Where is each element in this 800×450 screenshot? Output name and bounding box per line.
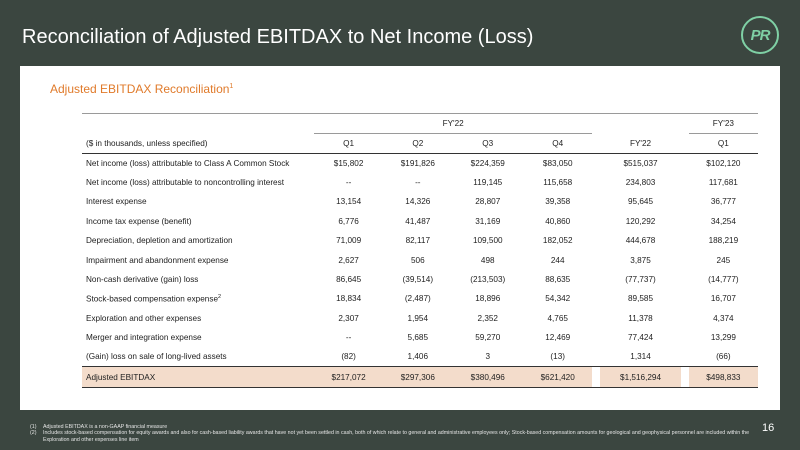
table-cell: 188,219: [708, 236, 739, 246]
group-header-fy22: FY'22: [314, 114, 592, 134]
table-cell: $191,826: [400, 158, 435, 168]
table-row: [82, 154, 758, 173]
table-cell: 14,326: [405, 197, 431, 207]
table-cell: 89,585: [628, 294, 654, 304]
column-gap: [681, 192, 689, 211]
table-cell: 41,487: [405, 216, 431, 226]
table-cell: 16,707: [710, 294, 736, 304]
column-gap: [592, 192, 600, 211]
table-row: [82, 328, 758, 347]
column-gap: [592, 289, 600, 308]
column-gap: [592, 270, 600, 289]
table-cell: (82): [341, 352, 356, 362]
unit-label: ($ in thousands, unless specified): [82, 134, 314, 154]
table-column-header: [82, 134, 758, 154]
column-gap: [681, 328, 689, 347]
table-cell: 1,954: [407, 313, 429, 323]
table-cell: 498: [480, 255, 495, 265]
table-cell: 34,254: [710, 216, 736, 226]
table-row: [82, 192, 758, 211]
page-title: Reconciliation of Adjusted EBITDAX to Net Income (Loss): [22, 26, 534, 48]
column-gap: [592, 173, 600, 192]
table-cell: 3: [485, 352, 491, 362]
page-number: 16: [762, 422, 775, 434]
table-cell: $102,120: [706, 158, 741, 168]
column-gap: [681, 114, 689, 134]
table-cell: 182,052: [542, 236, 573, 246]
table-cell: 71,009: [336, 236, 362, 246]
row-label: [82, 328, 314, 347]
company-logo: [741, 16, 779, 54]
row-label: [82, 367, 314, 388]
frame-left: [0, 66, 20, 410]
reconciliation-table: [82, 113, 758, 388]
col-header-fy22: FY'22: [600, 134, 680, 154]
footnote-text: Includes stock-based compensation for equity awards and also for cash-based liability awards that have not yet been settled in cash, both of which relate to general and administrative employees only; Stock-based compensation amounts for geological and geophysical personnel are included within the Exploration and other expenses line item: [43, 430, 750, 443]
column-gap: [681, 173, 689, 192]
table-cell: 6,776: [338, 216, 359, 226]
table-cell: 12,469: [545, 333, 571, 343]
row-label: [82, 250, 314, 269]
table-cell: (213,503): [470, 275, 506, 285]
column-gap: [592, 134, 600, 154]
col-header-q2: Q2: [383, 134, 452, 154]
table-cell: 1,314: [630, 352, 651, 362]
footnote-text: Adjusted EBITDAX is a non-GAAP financial measure: [43, 424, 168, 430]
total-row: [82, 367, 758, 388]
table-row: [82, 270, 758, 289]
row-label: [82, 212, 314, 231]
table-cell: 2,352: [477, 313, 498, 323]
table-cell: 13,299: [710, 333, 736, 343]
table-cell: 13,154: [336, 197, 362, 207]
col-header-fy23-q1: Q1: [689, 134, 758, 154]
column-gap: [592, 114, 600, 134]
row-footnote-ref: 2: [218, 294, 222, 301]
column-gap: [681, 367, 689, 388]
table-cell: --: [345, 333, 352, 343]
row-label: [82, 192, 314, 211]
table-cell: 11,378: [628, 313, 653, 323]
table-cell: 54,342: [545, 294, 571, 304]
table-row: [82, 289, 758, 308]
table-cell: $83,050: [542, 158, 573, 168]
column-gap: [592, 328, 600, 347]
table-row: [82, 231, 758, 250]
table-cell: 120,292: [625, 216, 656, 226]
col-header-q4: Q4: [523, 134, 592, 154]
table-cell: (39,514): [402, 275, 434, 285]
row-label-text: Net income (loss) attributable to noncontrolling interest: [86, 178, 284, 188]
table-cell: 117,681: [708, 178, 738, 188]
row-label-text: Net income (loss) attributable to Class A Common Stock: [86, 158, 290, 168]
table-cell: 2,307: [338, 313, 359, 323]
row-label-text: (Gain) loss on sale of long-lived assets: [86, 352, 227, 362]
row-label: [82, 154, 314, 173]
table-cell: 3,875: [630, 255, 651, 265]
section-subtitle: [50, 82, 233, 96]
table-cell: 77,424: [628, 333, 654, 343]
row-label-text: Depreciation, depletion and amortization: [86, 236, 233, 246]
group-header-blank: [82, 114, 314, 134]
row-label-text: Non-cash derivative (gain) loss: [86, 275, 199, 285]
row-label-text: Merger and integration expense: [86, 333, 202, 343]
table-cell: 82,117: [405, 236, 431, 246]
table-cell: 109,500: [472, 236, 503, 246]
table-cell: 245: [716, 255, 731, 265]
column-gap: [592, 309, 600, 328]
table-cell: --: [345, 178, 352, 188]
table-cell: $621,420: [523, 367, 592, 388]
table-cell: $498,833: [689, 367, 758, 388]
col-header-q3: Q3: [452, 134, 523, 154]
table-cell: 88,635: [545, 275, 571, 285]
table-cell: $1,516,294: [600, 367, 680, 388]
col-header-q1: Q1: [314, 134, 383, 154]
column-gap: [592, 367, 600, 388]
table-cell: 1,406: [407, 352, 429, 362]
table-cell: $297,306: [383, 367, 452, 388]
table-row: [82, 250, 758, 269]
column-gap: [592, 154, 600, 173]
row-label-text: Income tax expense (benefit): [86, 216, 192, 226]
row-label: [82, 347, 314, 366]
column-gap: [592, 212, 600, 231]
row-label-text: Impairment and abandonment expense: [86, 255, 229, 265]
row-label: [82, 309, 314, 328]
table-row: [82, 212, 758, 231]
table-cell: $15,802: [333, 158, 364, 168]
table-cell: --: [415, 178, 421, 188]
column-gap: [681, 134, 689, 154]
footnotes: [30, 424, 750, 443]
table-row: [82, 173, 758, 192]
table-cell: 59,270: [475, 333, 501, 343]
table-group-header: [82, 114, 758, 134]
column-gap: [681, 289, 689, 308]
table-cell: 40,860: [545, 216, 571, 226]
table-cell: 115,658: [543, 178, 573, 188]
table-cell: 31,169: [475, 216, 501, 226]
column-gap: [592, 231, 600, 250]
column-gap: [681, 347, 689, 366]
row-label-text: Stock-based compensation expense: [86, 294, 218, 304]
table-cell: 28,807: [475, 197, 501, 207]
row-label: [82, 231, 314, 250]
table-cell: (14,777): [708, 275, 739, 285]
subtitle-footnote-ref: 1: [229, 83, 234, 90]
frame-right: [780, 66, 800, 410]
row-label: [82, 173, 314, 192]
subtitle-text: Adjusted EBITDAX Reconciliation: [50, 82, 230, 96]
table-cell: 444,678: [625, 236, 656, 246]
column-gap: [681, 270, 689, 289]
table-cell: 4,374: [713, 313, 734, 323]
table-cell: $515,037: [623, 158, 658, 168]
table-cell: 2,627: [338, 255, 359, 265]
table-row: [82, 347, 758, 366]
table-cell: 39,358: [545, 197, 571, 207]
column-gap: [681, 250, 689, 269]
logo-text: PR: [750, 26, 770, 44]
table-cell: 244: [550, 255, 565, 265]
table-cell: 18,834: [336, 294, 362, 304]
table-cell: 18,896: [475, 294, 501, 304]
footnote-number: (2): [30, 430, 37, 437]
table-cell: 5,685: [407, 333, 429, 343]
row-label-text: Adjusted EBITDAX: [86, 372, 156, 382]
table-cell: 4,765: [547, 313, 568, 323]
table-cell: 119,145: [473, 178, 503, 188]
column-gap: [681, 212, 689, 231]
footnote-number: (1): [30, 424, 37, 430]
table-cell: 36,777: [710, 197, 736, 207]
slide-header: [0, 0, 800, 66]
row-label-text: Exploration and other expenses: [86, 313, 202, 323]
group-header-blank-fy: [600, 114, 680, 134]
footnote-2: [30, 430, 750, 443]
table-cell: (13): [550, 352, 565, 362]
table-cell: $217,072: [314, 367, 383, 388]
table-cell: (66): [716, 352, 731, 362]
table-cell: 234,803: [625, 178, 656, 188]
table-cell: (77,737): [625, 275, 656, 285]
column-gap: [681, 231, 689, 250]
table-cell: 95,645: [628, 197, 654, 207]
table-cell: 86,645: [336, 275, 362, 285]
row-label: [82, 289, 314, 308]
table-row: [82, 309, 758, 328]
row-label-text: Interest expense: [86, 197, 147, 207]
column-gap: [681, 154, 689, 173]
table-cell: $380,496: [452, 367, 523, 388]
table-cell: 506: [410, 255, 425, 265]
group-header-fy23: FY'23: [689, 114, 758, 134]
table-cell: $224,359: [470, 158, 505, 168]
row-label: [82, 270, 314, 289]
column-gap: [681, 309, 689, 328]
column-gap: [592, 347, 600, 366]
column-gap: [592, 250, 600, 269]
table-cell: (2,487): [404, 294, 431, 304]
